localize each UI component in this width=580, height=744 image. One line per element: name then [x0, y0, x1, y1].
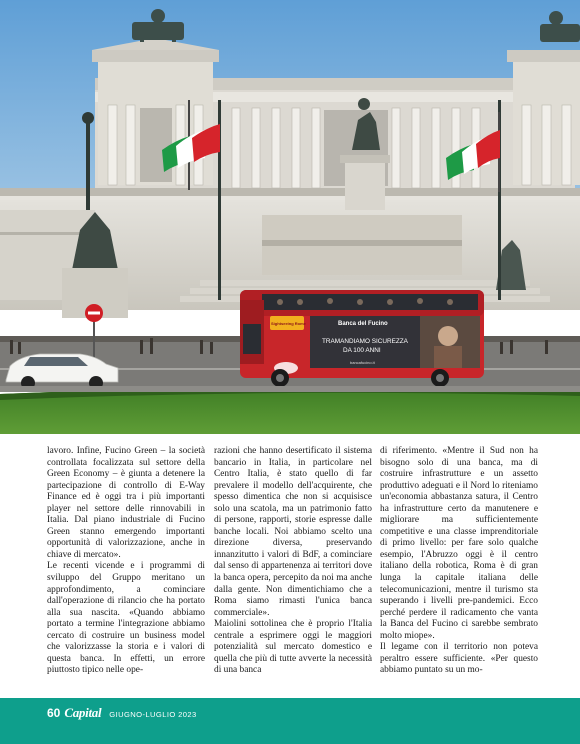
bus-side-logo: Sightseeing Rome: [271, 321, 306, 326]
bus-slogan-line-2: DA 100 ANNI: [343, 347, 381, 354]
page-number: 60: [47, 706, 61, 720]
magazine-logo: Capital: [64, 705, 102, 720]
bus-brand: Banca del Fucino: [338, 321, 388, 327]
bus-slogan-line-1: TRAMANDIAMO SICUREZZA: [322, 338, 408, 345]
column-2-paragraph: Maiolini sottolinea che è proprio l'Italia centrale a esprimere oggi le maggiori potenzialità sul mercato domestico e quella che più di tutte avverte la necessità di una banca: [214, 619, 372, 676]
article-column-3: [380, 446, 538, 694]
bus-website: bancafucino.it: [350, 360, 375, 365]
folio: [47, 705, 197, 721]
red-tour-bus: [240, 290, 484, 387]
column-3-paragraph: Il legame con il territorio non poteva peraltro essere sufficiente. «Per questo abbiamo puntato su un mo-: [380, 642, 538, 676]
article-column-1: [47, 446, 205, 694]
column-3-paragraph: di riferimento. «Mentre il Sud non ha bisogno solo di una banca, ma di costruire infrastrutture e un assetto produttivo adeguati e il Nord lo riteniamo un'economia abbastanza satura, il Centro ha infrastrutture certo da manutenere e migliorare ma sufficientemente competitive e una classe imprenditoriale di primo livello: per fare solo qualche esempio, l'Abruzzo oggi è il centro italiano della robotica, Roma è di gran lunga la capitale italiana delle telecomunicazioni, mentre il turismo sta superando i livelli pre-pandemici. Ecco perché perdere il radicamento che vanta la Banca del Fucino ci sarebbe sembrato molto miope».: [380, 446, 538, 641]
issue-date: GIUGNO-LUGLIO 2023: [109, 710, 197, 719]
column-1-paragraph: Le recenti vicende e i programmi di sviluppo del Gruppo meritano un approfondimento, a cominciare dall'operazione di rilancio che ha portato alla sua nascita. «Quando abbiamo portato a termine l'integrazione abbiamo cercato di costruire un business model che valorizzasse la storia e i valori di questa banca. In effetti, un errore piuttosto tipico nelle ope-: [47, 561, 205, 676]
column-1-paragraph: lavoro. Infine, Fucino Green – la società controllata focalizzata sul settore della Green Economy – è giunta a detenere la partecipazione di controllo di E-Way Finance ed è oggi tra i più importanti player nel settore delle rinnovabili in Italia. Dal piano industriale di Fucino Green stanno emergendo importanti opportunità di valorizzazione, anche in chiave di mercato».: [47, 446, 205, 560]
article-column-2: [214, 446, 372, 694]
column-2-paragraph: razioni che hanno desertificato il sistema bancario in Italia, in particolare nel Centro Italia, è stato quello di far prevalere il modello dell'acquirente, che spesso dimentica che non si acquisisce solo una scatola, ma un patrimonio fatto di persone, rapporti, storie espresse dalle banche locali. Noi abbiamo scelto una direzione diversa, preservando innanzitutto i valori di BdF, a cominciare dal senso di appartenenza ai territori dove la banca opera, percepito da noi ma anche dalla gente. Non dimentichiamo che a Roma siamo rimasti l'unica banca commerciale».: [214, 446, 372, 618]
